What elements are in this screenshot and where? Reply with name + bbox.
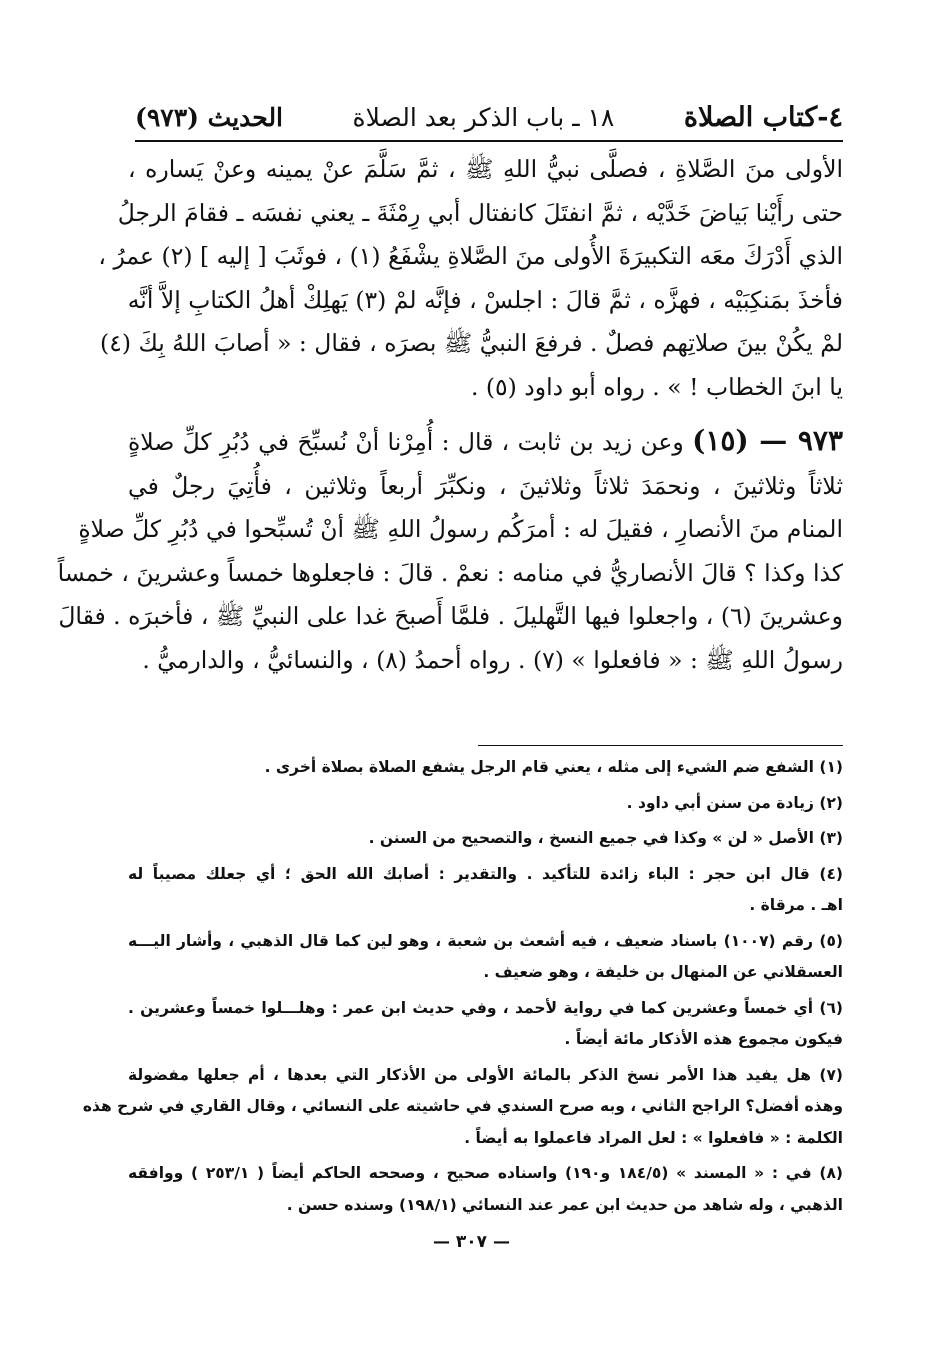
footnote-6 — [128, 993, 843, 1056]
footnote-line: (٢) زيادة من سنن أبي داود . — [626, 793, 843, 812]
footnote-line: (٣) الأصل « لن » وكذا في جميع النسخ ، والتصحيح من السنن . — [368, 829, 843, 847]
footnote-3 — [128, 823, 843, 855]
text-line: حتى رأَيْنا بَياضَ خَدَّيْه ، ثمَّ انفتَلَ كانفتال أبي رِمْثَةَ ـ يعني نفسَه ـ فقامَ الرجلُ — [117, 198, 843, 227]
hadith-number: ٩٧٣ — (١٥) — [692, 424, 843, 457]
book-title: ٤-كتاب الصلاة — [683, 101, 843, 133]
text-line: يا ابنَ الخطاب ! » . رواه أبو داود (٥) . — [470, 372, 843, 401]
footnote-line: العسقلاني عن المنهال بن خليفة ، وهو ضعيف . — [483, 963, 843, 981]
text-line: كذا وكذا ؟ قالَ الأنصاريُّ في منامه : نعمْ . قالَ : فاجعلوها خمساً وعشرينَ ، خمساً — [57, 558, 843, 587]
footnotes — [82, 752, 844, 1225]
footnote-1 — [128, 752, 843, 784]
footnote-line: اهـ . مرقاة . — [749, 896, 843, 914]
footnote-line: (٥) رقم (١٠٠٧) باسناد ضعيف ، فيه أشعث بن شعبة ، وهو لين كما قال الذهبي ، وأشار اليـــه — [128, 931, 844, 950]
text-line: رسولُ اللهِ ﷺ : « فافعلوا » (٧) . رواه أحمدُ (٨) ، والنسائيُّ ، والدارميُّ . — [142, 645, 843, 674]
footnote-line: الكلمة : « فافعلوا » : لعل المراد فاعملوا به أيضاً . — [464, 1128, 843, 1147]
footnote-line: الذهبي ، وله شاهد من حديث ابن عمر عند النسائي (١٩٨/١) وسنده حسن . — [286, 1195, 843, 1214]
footnote-8 — [128, 1158, 843, 1221]
hadith-973-first-line — [128, 419, 843, 465]
footnote-line: (٨) في : « المسند » (١٨٤/٥ و١٩٠) واسناده صحيح ، وصححه الحاكم أيضاً ( ٢٥٣/١ ) ووافقه — [128, 1164, 844, 1182]
footnote-line: (٤) قال ابن حجر : الباء زائدة للتأكيد . والتقدير : أصابك الله الحق ؛ أي جعلك مصيباً له — [128, 864, 843, 883]
header-divider — [135, 140, 843, 142]
text-line: لمْ يكُنْ بينَ صلاتِهم فصلٌ . فرفعَ النبيُّ ﷺ بصرَه ، فقال : « أصابَ اللهُ بِكَ (٤) — [100, 329, 843, 357]
text-line: الأولى منَ الصَّلاةِ ، فصلَّى نبيُّ اللهِ ﷺ ، ثمَّ سَلَّمَ عنْ يمينه وعنْ يَساره ، — [128, 155, 843, 183]
footnote-divider — [478, 745, 843, 746]
footnote-7 — [82, 1060, 843, 1155]
footnote-line: (١) الشفع ضم الشيء إلى مثله ، يعني قام الرجل يشفع الصلاة بصلاة أخرى . — [264, 758, 843, 776]
text-line: الذي أَدْرَكَ معَه التكبيرَةَ الأُولى منَ الصَّلاةِ يشْفَعُ (١) ، فوثَبَ [ إليه ] (٢) عمرُ ، — [98, 242, 843, 270]
footnote-line: فيكون مجموع هذه الأذكار مائة أيضاً . — [564, 1030, 843, 1048]
running-header — [135, 95, 843, 139]
footnote-5 — [128, 926, 843, 989]
hadith-973-opening: وعن زيد بن ثابت ، قال : أُمِرْنا أنْ نُسبِّحَ في دُبُرِ كلِّ صلاةٍ — [128, 428, 684, 456]
hadith-number-header: الحديث (٩٧٣) — [135, 102, 284, 132]
footnote-2 — [128, 788, 843, 820]
text-line: المنام منَ الأنصارِ ، فقيلَ له : أمرَكُم رسولُ اللهِ ﷺ أنْ تُسبِّحوا في دُبُرِ كلِّ صلاةٍ — [78, 515, 843, 543]
chapter-title: ١٨ ـ باب الذكر بعد الصلاة — [352, 102, 615, 132]
footnote-line: (٦) أي خمساً وعشرين كما في رواية لأحمد ، وفي حديث ابن عمر : وهلـــلوا خمساً وعشرين . — [128, 998, 843, 1017]
footnote-line: (٧) هل يفيد هذا الأمر نسخ الذكر بالمائة الأولى من الأذكار التي بعدها ، أم جعلها مفضولة — [128, 1065, 843, 1084]
text-line: فأخذَ بمَنكِبَيْه ، فهزَّه ، ثمَّ قالَ : اجلسْ ، فإنَّه لمْ (٣) يَهلِكْ أهلُ الكتابِ إلاَّ أنَّه — [127, 285, 843, 314]
footnote-line: وهذه أفضل؟ الراجح الثاني ، وبه صرح السندي في حاشيته على النسائي ، وقال القاري في شرح هذه — [82, 1097, 843, 1115]
main-text — [57, 148, 843, 682]
footnote-4 — [128, 859, 843, 922]
page-number: — ٣٠٧ — — [433, 1232, 510, 1252]
text-line: وعشرينَ (٦) ، واجعلوا فيها التَّهليلَ . فلمَّا أَصبحَ غدا على النبيِّ ﷺ ، فأخبرَه . فقالَ — [58, 602, 843, 630]
text-line: ثلاثاً وثلاثينَ ، ونحمَدَ ثلاثاً وثلاثينَ ، ونكبِّرَ أربعاً وثلاثين ، فأُتِيَ رجلٌ في — [128, 471, 843, 500]
